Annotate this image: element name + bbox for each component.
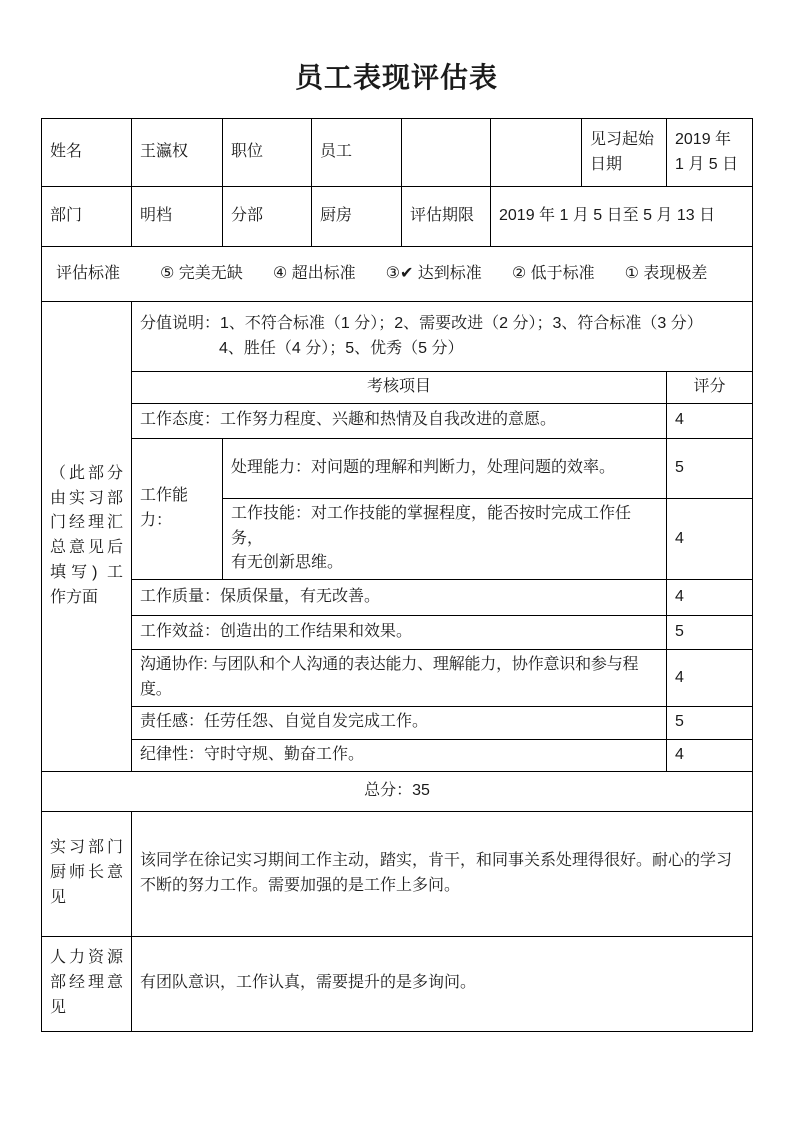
chef-comment-label: 实习部门厨师长意见 (42, 811, 132, 936)
total-score: 总分：35 (42, 771, 753, 811)
name-value: 王瀛权 (132, 119, 223, 187)
assessment-row-quality (42, 580, 753, 616)
department-value: 明档 (132, 187, 223, 247)
assessment-header-row (42, 372, 753, 404)
score-value: 4 (667, 739, 753, 771)
section-label: （此部分由实习部门经理汇总意见后填写) 工作方面 (42, 302, 132, 772)
evaluation-table (41, 118, 753, 1032)
position-label: 职位 (223, 119, 312, 187)
criteria-legend (50, 262, 744, 287)
assessment-row-efficiency (42, 616, 753, 650)
name-label: 姓名 (42, 119, 132, 187)
score-value: 4 (667, 498, 753, 579)
criteria-row (42, 247, 753, 302)
score-value: 5 (667, 438, 753, 498)
assessment-row-responsibility (42, 706, 753, 739)
assessment-item-text: 责任感：任劳任怨、自觉自发完成工作。 (132, 706, 667, 739)
chef-comment-row (42, 811, 753, 936)
criteria-item-2: ② 低于标准 (511, 264, 595, 282)
hr-comment-row (42, 936, 753, 1031)
internship-start-value: 2019 年 1 月 5 日 (667, 119, 753, 187)
criteria-label: 评估标准 (56, 264, 121, 282)
assessment-item-text: 工作效益：创造出的工作结果和效果。 (132, 616, 667, 650)
score-value: 4 (667, 650, 753, 707)
criteria-item-4: ④ 超出标准 (272, 264, 356, 282)
info-row-2 (42, 187, 753, 247)
score-note-row (42, 302, 753, 372)
assessment-item-text: 工作态度：工作努力程度、兴趣和热情及自我改进的意愿。 (132, 403, 667, 438)
ability-label: 工作能力： (132, 438, 223, 579)
score-value: 5 (667, 706, 753, 739)
criteria-item-1: ① 表现极差 (624, 264, 708, 282)
score-value: 4 (667, 580, 753, 616)
branch-value: 厨房 (312, 187, 402, 247)
assessment-item-text: 纪律性：守时守规、勤奋工作。 (132, 739, 667, 771)
score-value: 4 (667, 403, 753, 438)
score-column-header: 评分 (667, 372, 753, 404)
chef-comment-text: 该同学在徐记实习期间工作主动，踏实，肯干，和同事关系处理得很好。耐心的学习不断的努力工作。需要加强的是工作上多问。 (132, 811, 753, 936)
period-label: 评估期限 (402, 187, 491, 247)
criteria-item-5: ⑤ 完美无缺 (160, 264, 243, 282)
item-column-header: 考核项目 (132, 372, 667, 404)
position-value: 员工 (312, 119, 402, 187)
score-note-line2: 4、胜任（4 分）；5、优秀（5 分） (219, 339, 464, 357)
info-row-1 (42, 119, 753, 187)
assessment-row-ability-1 (42, 438, 753, 498)
hr-comment-text: 有团队意识，工作认真，需要提升的是多询问。 (132, 936, 753, 1031)
department-label: 部门 (42, 187, 132, 247)
assessment-row-communication (42, 650, 753, 707)
assessment-item-text: 工作质量：保质保量，有无改善。 (132, 580, 667, 616)
criteria-cell (42, 247, 753, 302)
page-title: 员工表现评估表 (294, 62, 498, 93)
empty-cell (402, 119, 491, 187)
assessment-item-text: 沟通协作: 与团队和个人沟通的表达能力、理解能力，协作意识和参与程度。 (132, 650, 667, 707)
assessment-row-attitude (42, 403, 753, 438)
total-row (42, 771, 753, 811)
score-value: 5 (667, 616, 753, 650)
hr-comment-label: 人力资源部经理意见 (42, 936, 132, 1031)
branch-label: 分部 (223, 187, 312, 247)
score-note-cell (132, 302, 753, 372)
criteria-item-3-checked: ③✔ 达到标准 (385, 264, 482, 282)
assessment-item-text: 处理能力：对问题的理解和判断力，处理问题的效率。 (223, 438, 667, 498)
internship-start-label: 见习起始日期 (582, 119, 667, 187)
assessment-item-text: 工作技能：对工作技能的掌握程度，能否按时完成工作任务， 有无创新思维。 (223, 498, 667, 579)
assessment-row-discipline (42, 739, 753, 771)
score-note-line1: 分值说明：1、不符合标准（1 分）；2、需要改进（2 分）；3、符合标准（3 分） (140, 314, 703, 332)
empty-cell (491, 119, 582, 187)
period-value: 2019 年 1 月 5 日至 5 月 13 日 (491, 187, 753, 247)
